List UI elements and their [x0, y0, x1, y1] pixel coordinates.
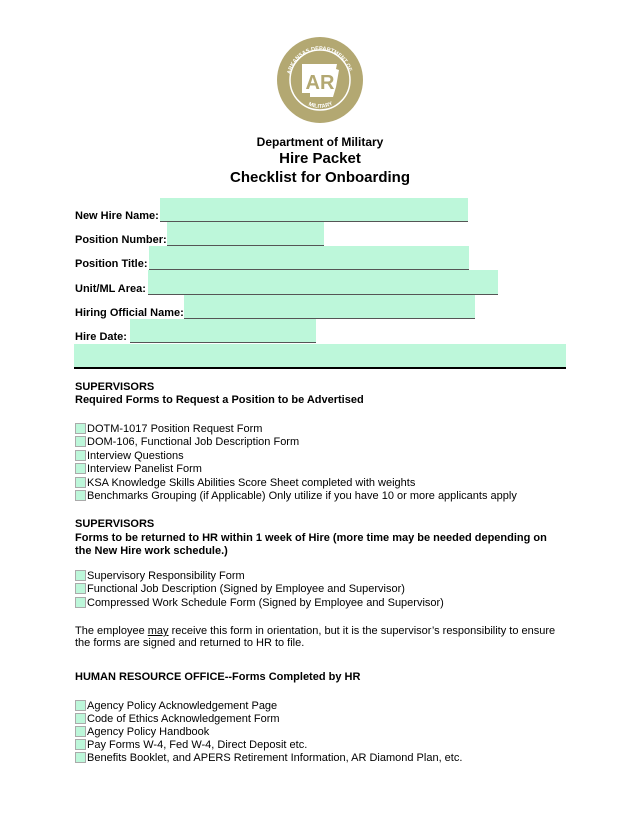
- checklist-item: [75, 450, 184, 463]
- checklist-item-label: Benchmarks Grouping (if Applicable) Only utilize if you have 10 or more applicants apply: [87, 490, 517, 502]
- checkbox[interactable]: [75, 726, 86, 737]
- checklist-item: [75, 436, 299, 449]
- checklist-item: [75, 752, 462, 765]
- hiring-official-field[interactable]: [184, 295, 475, 319]
- checklist-item-label: Pay Forms W-4, Fed W-4, Direct Deposit etc.: [87, 738, 308, 751]
- section2-subheading-1: Forms to be returned to HR within 1 week of Hire (more time may be needed depending on: [75, 532, 547, 544]
- position-title-field[interactable]: [149, 246, 469, 270]
- checklist-item-label: Benefits Booklet, and APERS Retirement Information, AR Diamond Plan, etc.: [87, 751, 463, 764]
- section2-note-2: the forms are signed and returned to HR to file.: [75, 637, 305, 649]
- checklist-item: [75, 423, 262, 436]
- hire-date-label: Hire Date:: [75, 331, 127, 343]
- checkbox[interactable]: [75, 436, 86, 447]
- checklist-item-label: Agency Policy Handbook: [87, 725, 210, 738]
- checkbox[interactable]: [75, 463, 86, 474]
- checkbox[interactable]: [75, 713, 86, 724]
- hire-date-field[interactable]: [130, 319, 316, 343]
- checkbox[interactable]: [75, 477, 86, 488]
- checklist-item-label: DOM-106, Functional Job Description Form: [87, 436, 300, 449]
- checklist-item-label: Interview Panelist Form: [87, 463, 202, 476]
- checklist-item: [75, 726, 209, 739]
- page-subtitle: Checklist for Onboarding: [229, 169, 410, 186]
- section1-subheading: Required Forms to Request a Position to be Advertised: [75, 394, 364, 406]
- checklist-item-label: Functional Job Description (Signed by Employee and Supervisor): [87, 583, 405, 596]
- checklist-item-label: DOTM-1017 Position Request Form: [87, 423, 263, 435]
- svg-text:AR: AR: [305, 72, 335, 94]
- checklist-item-label: Agency Policy Acknowledgement Page: [87, 700, 278, 712]
- position-number-label: Position Number:: [75, 234, 167, 246]
- checkbox[interactable]: [75, 450, 86, 461]
- checklist-item-label: Code of Ethics Acknowledgement Form: [87, 712, 280, 725]
- checklist-item-label: Supervisory Responsibility Form: [87, 570, 245, 582]
- checklist-item: [75, 583, 405, 596]
- checklist-item: [75, 739, 307, 752]
- checklist-item: [75, 570, 245, 583]
- checkbox[interactable]: [75, 739, 86, 750]
- svg-text:MILITARY: MILITARY: [307, 101, 334, 110]
- unit-area-label: Unit/ML Area:: [75, 283, 146, 295]
- checklist-item: [75, 597, 444, 610]
- checkbox[interactable]: [75, 490, 86, 501]
- checklist-item: [75, 700, 277, 713]
- checkbox[interactable]: [75, 570, 86, 581]
- checklist-item-label: Compressed Work Schedule Form (Signed by Employee and Supervisor): [87, 596, 444, 609]
- checklist-item: [75, 463, 202, 476]
- position-number-field[interactable]: [167, 222, 324, 246]
- section2-note: The employee may receive this form in orientation, but it is the supervisor’s responsibility to ensure: [75, 625, 556, 637]
- checklist-item-label: KSA Knowledge Skills Abilities Score Sheet completed with weights: [87, 476, 416, 489]
- new-hire-name-field[interactable]: [160, 198, 468, 222]
- new-hire-name-label: New Hire Name:: [75, 210, 159, 222]
- checklist-item-label: Interview Questions: [87, 449, 184, 462]
- section1-heading: SUPERVISORS: [75, 381, 155, 393]
- additional-field[interactable]: [74, 344, 566, 369]
- page-title: Hire Packet: [279, 150, 361, 167]
- checklist-item: [75, 490, 517, 503]
- unit-area-field[interactable]: [148, 270, 498, 295]
- position-title-label: Position Title:: [75, 258, 148, 270]
- checkbox[interactable]: [75, 423, 86, 434]
- checklist-item: [75, 477, 415, 490]
- checkbox[interactable]: [75, 752, 86, 763]
- checkbox[interactable]: [75, 583, 86, 594]
- checklist-item: [75, 713, 280, 726]
- checkbox[interactable]: [75, 700, 86, 711]
- section2-heading: SUPERVISORS: [75, 518, 155, 530]
- checkbox[interactable]: [75, 597, 86, 608]
- hiring-official-label: Hiring Official Name:: [75, 307, 184, 319]
- svg-text:ARKANSAS DEPARTMENT OF: ARKANSAS DEPARTMENT OF: [286, 45, 353, 75]
- org-name: Department of Military: [256, 135, 384, 149]
- arkansas-military-seal-logo: [277, 37, 363, 123]
- section2-subheading-2: the New Hire work schedule.): [75, 545, 228, 557]
- section3-heading: HUMAN RESOURCE OFFICE--Forms Completed by HR: [75, 671, 361, 683]
